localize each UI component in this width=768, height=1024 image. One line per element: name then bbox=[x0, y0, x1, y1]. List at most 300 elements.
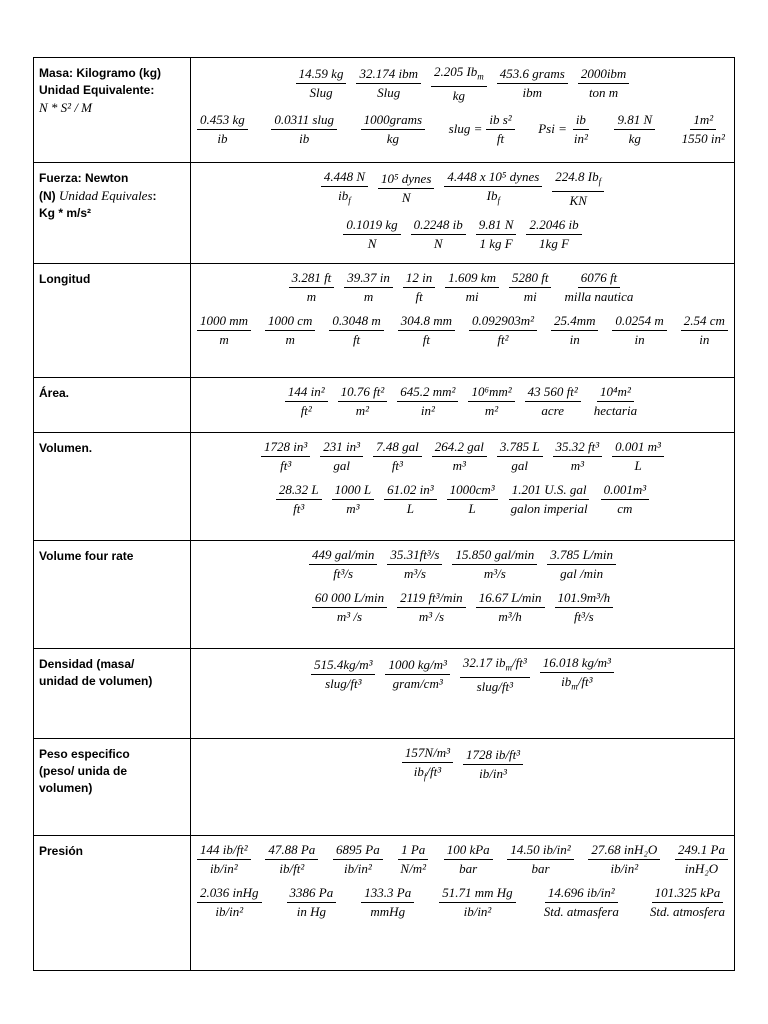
fraction-numerator: 0.092903m² bbox=[469, 313, 537, 331]
fraction-numerator: 0.001m³ bbox=[601, 482, 650, 500]
conversion-fraction bbox=[541, 885, 622, 920]
fraction-denominator: ib/in² bbox=[209, 861, 238, 876]
fraction-denominator: m³/s bbox=[483, 566, 506, 581]
row-label-line: Volume four rate bbox=[39, 549, 134, 563]
table-row-flow bbox=[34, 541, 735, 649]
conversion-fraction bbox=[540, 655, 614, 695]
fraction-denominator: gal bbox=[511, 458, 528, 473]
row-label-volumen bbox=[34, 433, 191, 541]
fraction-numerator: 224.8 $Ib_f$ bbox=[552, 169, 604, 192]
row-label-longitud bbox=[34, 264, 191, 378]
equation-lhs: slug = bbox=[448, 121, 483, 137]
fraction-numerator: 1 Pa bbox=[398, 842, 428, 860]
fraction-denominator: ft² bbox=[497, 332, 509, 347]
fraction-numerator: 14.59 kg bbox=[296, 66, 347, 84]
conversion-line bbox=[193, 745, 732, 785]
conversion-fraction bbox=[679, 112, 728, 147]
fraction-denominator: L bbox=[406, 501, 414, 516]
fraction-numerator: 0.3048 m bbox=[329, 313, 383, 331]
fraction-denominator: $ib_f$ bbox=[338, 188, 351, 206]
row-label-line: (peso/ unida de bbox=[39, 764, 128, 778]
table-row-presion bbox=[34, 836, 735, 971]
conversion-fraction bbox=[397, 384, 458, 419]
table-row-area bbox=[34, 378, 735, 433]
equation-lhs: Psi = bbox=[538, 121, 567, 137]
fraction-numerator: 9.81 N bbox=[476, 217, 517, 235]
fraction-denominator: kg bbox=[386, 130, 399, 146]
fraction-numerator: 5280 ft bbox=[509, 270, 551, 288]
table-row-peso bbox=[34, 739, 735, 836]
conversion-fraction bbox=[287, 885, 337, 920]
conversion-fraction bbox=[571, 112, 591, 147]
fraction-numerator: 0.001 m³ bbox=[612, 439, 664, 457]
fraction-denominator: m² bbox=[484, 403, 499, 418]
conversion-fraction bbox=[361, 112, 426, 147]
conversion-fraction bbox=[289, 270, 335, 305]
row-label-line: Masa: Kilogramo (kg) bbox=[39, 66, 162, 80]
conversion-fraction bbox=[675, 842, 728, 877]
fraction-denominator: ib/in² bbox=[215, 904, 244, 919]
fraction-numerator: 645.2 mm² bbox=[397, 384, 458, 402]
row-label-line: Peso especifico bbox=[39, 747, 130, 761]
fraction-denominator: mi bbox=[465, 289, 479, 304]
row-conversions-peso bbox=[191, 739, 735, 836]
fraction-denominator: $Ib_f$ bbox=[486, 188, 501, 206]
fraction-denominator: N bbox=[401, 190, 411, 206]
fraction-numerator: 16.018 kg/m³ bbox=[540, 655, 614, 673]
conversion-fraction bbox=[197, 112, 248, 147]
fraction-numerator: 453.6 grams bbox=[497, 66, 568, 84]
fraction-denominator: m³ bbox=[570, 458, 584, 473]
fraction-numerator: 10⁶mm² bbox=[468, 384, 514, 402]
fraction-numerator: 1000grams bbox=[361, 112, 426, 130]
conversion-line bbox=[193, 169, 732, 209]
conversion-fraction bbox=[507, 842, 573, 877]
conversion-equation bbox=[449, 112, 515, 147]
conversion-fraction bbox=[476, 590, 545, 625]
fraction-denominator: inH₂O bbox=[684, 861, 719, 876]
conversion-line bbox=[193, 842, 732, 877]
fraction-denominator: m³/h bbox=[498, 609, 522, 624]
conversion-fraction bbox=[452, 547, 537, 582]
fraction-denominator: $ib_f$/ft³ bbox=[413, 764, 442, 782]
table-row-masa bbox=[34, 58, 735, 163]
fraction-denominator: ft bbox=[496, 130, 505, 146]
conversion-fraction bbox=[312, 590, 387, 625]
row-label-presion bbox=[34, 836, 191, 971]
fraction-denominator: m bbox=[219, 332, 229, 347]
conversion-fraction bbox=[411, 217, 466, 252]
conversion-fraction bbox=[447, 482, 498, 517]
fraction-denominator: mi bbox=[523, 289, 537, 304]
conversion-fraction bbox=[612, 439, 664, 474]
fraction-numerator: 10⁵ dynes bbox=[378, 171, 434, 189]
fraction-denominator: N bbox=[367, 235, 377, 251]
fraction-numerator: 3.281 ft bbox=[289, 270, 335, 288]
fraction-numerator: 144 in² bbox=[285, 384, 328, 402]
fraction-denominator: ft bbox=[352, 332, 361, 347]
fraction-numerator: 35.31ft³/s bbox=[387, 547, 442, 565]
fraction-denominator: N bbox=[433, 235, 443, 251]
fraction-denominator: ft² bbox=[300, 403, 312, 418]
fraction-denominator: bar bbox=[459, 861, 478, 876]
row-label-fuerza bbox=[34, 163, 191, 264]
row-label-part: : bbox=[152, 189, 157, 203]
fraction-numerator: 100 kPa bbox=[444, 842, 493, 860]
row-conversions-masa bbox=[191, 58, 735, 163]
fraction-numerator: 101.325 kPa bbox=[652, 885, 724, 903]
fraction-denominator: gram/cm³ bbox=[392, 676, 443, 692]
fraction-numerator: 28.32 L bbox=[276, 482, 322, 500]
fraction-numerator: 0.453 kg bbox=[197, 112, 248, 130]
table-row-longitud bbox=[34, 264, 735, 378]
fraction-denominator: L bbox=[634, 458, 642, 473]
conversion-fraction bbox=[378, 171, 434, 206]
fraction-numerator: 2119 ft³/min bbox=[397, 590, 466, 608]
conversion-fraction bbox=[463, 747, 523, 782]
row-label-line: Kg * m/s² bbox=[39, 206, 92, 220]
fraction-denominator: ft bbox=[415, 289, 423, 304]
fraction-numerator: 4.448 N bbox=[321, 169, 368, 187]
conversion-fraction bbox=[397, 590, 466, 625]
fraction-numerator: 0.1019 kg bbox=[343, 217, 400, 235]
fraction-numerator: 3.785 L/min bbox=[547, 547, 616, 565]
fraction-denominator: slug/ft³ bbox=[476, 678, 514, 694]
conversion-line bbox=[193, 313, 732, 348]
fraction-numerator: 10.76 ft² bbox=[338, 384, 388, 402]
conversion-fraction bbox=[361, 885, 414, 920]
conversion-fraction bbox=[525, 384, 581, 419]
table-row-densidad bbox=[34, 649, 735, 739]
fraction-numerator: 1728 in³ bbox=[261, 439, 310, 457]
conversion-fraction bbox=[285, 384, 328, 419]
conversion-equation bbox=[538, 112, 591, 147]
conversion-fraction bbox=[612, 313, 666, 348]
conversion-line bbox=[193, 547, 732, 582]
fraction-denominator: ft³ bbox=[391, 458, 403, 473]
conversion-line bbox=[193, 384, 732, 419]
conversion-fraction bbox=[486, 112, 514, 147]
conversion-fraction bbox=[397, 842, 429, 877]
fraction-denominator: ib/in³ bbox=[479, 766, 507, 782]
fraction-denominator: slug/ft³ bbox=[325, 676, 362, 692]
fraction-denominator: m bbox=[363, 289, 374, 304]
conversion-fraction bbox=[561, 270, 636, 305]
conversion-fraction bbox=[338, 384, 388, 419]
fraction-denominator: acre bbox=[541, 403, 565, 418]
fraction-denominator: m bbox=[285, 332, 295, 347]
row-label-line bbox=[39, 187, 186, 205]
conversion-fraction bbox=[311, 657, 375, 692]
fraction-denominator: 1kg F bbox=[539, 235, 570, 251]
fraction-denominator: ft³ bbox=[293, 501, 305, 516]
fraction-denominator: m³ /s bbox=[418, 609, 445, 624]
row-label-formula: N * S² / M bbox=[39, 100, 93, 115]
fraction-denominator: 1 kg F bbox=[479, 235, 513, 251]
row-conversions-densidad bbox=[191, 649, 735, 739]
row-conversions-area bbox=[191, 378, 735, 433]
fraction-numerator: 3386 Pa bbox=[287, 885, 337, 903]
fraction-denominator: in² bbox=[420, 403, 435, 418]
conversion-fraction bbox=[343, 217, 400, 252]
fraction-denominator: Slug bbox=[309, 85, 333, 101]
conversion-fraction bbox=[553, 439, 603, 474]
conversion-line bbox=[193, 482, 732, 517]
conversion-line bbox=[193, 64, 732, 104]
conversion-fraction bbox=[588, 842, 660, 877]
fraction-numerator: 144 ib/ft² bbox=[197, 842, 251, 860]
fraction-denominator: ib/in² bbox=[610, 861, 639, 876]
conversion-fraction bbox=[398, 313, 455, 348]
conversion-line bbox=[193, 439, 732, 474]
row-conversions-longitud bbox=[191, 264, 735, 378]
fraction-denominator: m bbox=[306, 289, 317, 304]
fraction-numerator: 4.448 x 10⁵ dynes bbox=[444, 169, 542, 187]
fraction-denominator: milla nautica bbox=[564, 289, 634, 304]
fraction-numerator: 1000 kg/m³ bbox=[385, 657, 449, 675]
fraction-numerator: 7.48 gal bbox=[373, 439, 422, 457]
fraction-denominator: m³ bbox=[346, 501, 360, 516]
fraction-numerator: 16.67 L/min bbox=[476, 590, 545, 608]
fraction-denominator: N/m² bbox=[400, 861, 426, 876]
fraction-numerator: 231 in³ bbox=[320, 439, 363, 457]
conversion-fraction bbox=[265, 313, 315, 348]
conversion-fraction bbox=[271, 112, 337, 147]
conversion-fraction bbox=[508, 482, 591, 517]
fraction-numerator: 1000cm³ bbox=[447, 482, 498, 500]
conversion-fraction bbox=[332, 482, 374, 517]
conversion-fraction bbox=[497, 66, 568, 101]
fraction-numerator: 32.174 ibm bbox=[356, 66, 421, 84]
conversion-fraction bbox=[460, 655, 530, 695]
conversion-fraction bbox=[265, 842, 318, 877]
fraction-numerator: 12 in bbox=[403, 270, 435, 288]
conversion-fraction bbox=[197, 885, 262, 920]
fraction-numerator: 304.8 mm bbox=[398, 313, 455, 331]
row-label-line: Longitud bbox=[39, 272, 91, 286]
fraction-denominator: ib/in² bbox=[343, 861, 372, 876]
row-conversions-fuerza bbox=[191, 163, 735, 264]
conversion-fraction bbox=[197, 313, 251, 348]
conversion-fraction bbox=[601, 482, 650, 517]
fraction-numerator: 61.02 in³ bbox=[384, 482, 437, 500]
conversion-fraction bbox=[432, 439, 487, 474]
fraction-numerator: 14.696 ib/in² bbox=[545, 885, 618, 903]
fraction-numerator: 515.4kg/m³ bbox=[311, 657, 375, 675]
conversion-fraction bbox=[387, 547, 442, 582]
row-label-flow bbox=[34, 541, 191, 649]
fraction-denominator: in² bbox=[573, 130, 588, 146]
fraction-numerator: 9.81 N bbox=[614, 112, 655, 130]
conversion-fraction bbox=[552, 169, 604, 209]
conversion-fraction bbox=[547, 547, 616, 582]
fraction-denominator: L bbox=[468, 501, 476, 516]
row-label-line: unidad de volumen) bbox=[39, 674, 153, 688]
conversion-fraction bbox=[468, 384, 514, 419]
fraction-numerator: 2.036 inHg bbox=[197, 885, 262, 903]
row-label-part: (N) bbox=[39, 189, 59, 203]
fraction-numerator: 10⁴m² bbox=[597, 384, 634, 402]
conversion-fraction bbox=[681, 313, 728, 348]
conversion-fraction bbox=[555, 590, 614, 625]
table-row-fuerza bbox=[34, 163, 735, 264]
fraction-denominator: gal /min bbox=[560, 566, 604, 581]
conversion-line bbox=[193, 270, 732, 305]
fraction-denominator: mmHg bbox=[370, 904, 406, 919]
fraction-denominator: ft³ bbox=[280, 458, 292, 473]
fraction-denominator: galon imperial bbox=[510, 501, 588, 516]
fraction-denominator: in bbox=[569, 332, 580, 347]
fraction-denominator: ton m bbox=[588, 85, 619, 101]
fraction-numerator: 101.9m³/h bbox=[555, 590, 614, 608]
fraction-numerator: 1m² bbox=[690, 112, 716, 130]
conversion-fraction bbox=[439, 885, 515, 920]
row-label-line: Unidad Equivalente: bbox=[39, 83, 155, 97]
fraction-numerator: ib bbox=[573, 112, 589, 130]
conversion-fraction bbox=[509, 270, 551, 305]
conversion-fraction bbox=[385, 657, 449, 692]
fraction-numerator: 3.785 L bbox=[497, 439, 543, 457]
conversion-fraction bbox=[469, 313, 537, 348]
fraction-denominator: m³ bbox=[452, 458, 466, 473]
fraction-denominator: gal bbox=[333, 458, 350, 473]
conversion-fraction bbox=[591, 384, 640, 419]
fraction-numerator: 39.37 in bbox=[344, 270, 393, 288]
fraction-denominator: in bbox=[699, 332, 710, 347]
fraction-numerator: 449 gal/min bbox=[309, 547, 377, 565]
conversion-fraction bbox=[344, 270, 393, 305]
fraction-numerator: 6895 Pa bbox=[333, 842, 383, 860]
conversion-line bbox=[193, 217, 732, 252]
fraction-denominator: m³/s bbox=[403, 566, 426, 581]
conversion-fraction bbox=[431, 64, 487, 104]
fraction-numerator: 1.201 U.S. gal bbox=[509, 482, 590, 500]
conversion-fraction bbox=[333, 842, 383, 877]
conversion-fraction bbox=[476, 217, 517, 252]
fraction-numerator: 2.205 $Ib_m$ bbox=[431, 64, 487, 87]
conversion-fraction bbox=[444, 169, 542, 209]
fraction-numerator: 133.3 Pa bbox=[361, 885, 414, 903]
conversion-line bbox=[193, 885, 732, 920]
fraction-denominator: ib/ft² bbox=[279, 861, 305, 876]
fraction-numerator: 0.2248 ib bbox=[411, 217, 466, 235]
conversion-fraction bbox=[197, 842, 251, 877]
fraction-denominator: m² bbox=[355, 403, 370, 418]
fraction-numerator: 27.68 inH₂O bbox=[588, 842, 660, 860]
fraction-numerator: 14.50 ib/in² bbox=[507, 842, 573, 860]
fraction-numerator: 1.609 km bbox=[445, 270, 499, 288]
conversion-fraction bbox=[614, 112, 655, 147]
row-label-peso bbox=[34, 739, 191, 836]
fraction-numerator: 1000 L bbox=[332, 482, 374, 500]
fraction-numerator: 2.2046 ib bbox=[526, 217, 581, 235]
fraction-denominator: Slug bbox=[377, 85, 401, 101]
row-label-line: Densidad (masa/ bbox=[39, 657, 135, 671]
conversion-fraction bbox=[402, 745, 453, 785]
fraction-denominator: ib bbox=[299, 130, 310, 146]
conversion-fraction bbox=[320, 439, 363, 474]
fraction-numerator: 32.17 $ib_m$/ft³ bbox=[460, 655, 530, 678]
row-conversions-flow bbox=[191, 541, 735, 649]
conversion-line bbox=[193, 112, 732, 147]
fraction-denominator: Std. atmosfera bbox=[649, 904, 725, 919]
fraction-numerator: 25.4mm bbox=[551, 313, 599, 331]
row-label-line: Presión bbox=[39, 844, 84, 858]
conversion-fraction bbox=[497, 439, 543, 474]
fraction-numerator: 47.88 Pa bbox=[265, 842, 318, 860]
table-row-volumen bbox=[34, 433, 735, 541]
conversion-fraction bbox=[329, 313, 383, 348]
fraction-denominator: in bbox=[634, 332, 645, 347]
fraction-numerator: 0.0254 m bbox=[612, 313, 666, 331]
row-label-line: Fuerza: Newton bbox=[39, 171, 129, 185]
fraction-numerator: ib s² bbox=[486, 112, 514, 130]
fraction-denominator: ibm bbox=[522, 85, 543, 101]
fraction-numerator: 264.2 gal bbox=[432, 439, 487, 457]
fraction-denominator: ft³/s bbox=[573, 609, 594, 624]
fraction-denominator: kg bbox=[452, 87, 466, 103]
conversion-fraction bbox=[261, 439, 310, 474]
fraction-numerator: 249.1 Pa bbox=[675, 842, 728, 860]
conversion-line bbox=[193, 590, 732, 625]
fraction-numerator: 15.850 gal/min bbox=[452, 547, 537, 565]
conversion-line bbox=[193, 655, 732, 695]
fraction-numerator: 51.71 mm Hg bbox=[439, 885, 515, 903]
fraction-denominator: 1550 in² bbox=[681, 130, 725, 146]
conversion-fraction bbox=[647, 885, 728, 920]
conversion-fraction bbox=[444, 842, 493, 877]
row-label-part: Unidad Equivales bbox=[59, 188, 153, 203]
fraction-numerator: 0.0311 slug bbox=[271, 112, 337, 130]
row-label-masa bbox=[34, 58, 191, 163]
conversion-fraction bbox=[356, 66, 421, 101]
fraction-numerator: 1728 ib/ft³ bbox=[463, 747, 523, 765]
fraction-denominator: ib/in² bbox=[463, 904, 492, 919]
row-label-densidad bbox=[34, 649, 191, 739]
fraction-numerator: 60 000 L/min bbox=[312, 590, 387, 608]
fraction-denominator: $ib_m$/ft³ bbox=[561, 674, 593, 692]
conversion-fraction bbox=[373, 439, 422, 474]
fraction-numerator: 1000 cm bbox=[265, 313, 315, 331]
fraction-numerator: 2000ibm bbox=[578, 66, 630, 84]
conversion-fraction bbox=[276, 482, 322, 517]
fraction-denominator: in Hg bbox=[296, 904, 326, 919]
row-label-area bbox=[34, 378, 191, 433]
row-label-line: Volumen. bbox=[39, 441, 93, 455]
fraction-denominator: ft bbox=[422, 332, 430, 347]
fraction-denominator: ft³/s bbox=[333, 566, 354, 581]
conversion-fraction bbox=[578, 66, 630, 101]
fraction-denominator: cm bbox=[617, 501, 633, 516]
conversion-fraction bbox=[551, 313, 599, 348]
fraction-denominator: m³ /s bbox=[336, 609, 363, 624]
conversion-fraction bbox=[445, 270, 499, 305]
fraction-denominator: Std. atmasfera bbox=[543, 904, 619, 919]
conversion-fraction bbox=[309, 547, 377, 582]
conversion-table bbox=[33, 57, 735, 971]
fraction-denominator: bar bbox=[531, 861, 550, 876]
row-conversions-presion bbox=[191, 836, 735, 971]
fraction-numerator: 6076 ft bbox=[578, 270, 620, 288]
fraction-denominator: KN bbox=[569, 192, 587, 208]
fraction-denominator: ib bbox=[217, 130, 228, 146]
fraction-numerator: 43 560 ft² bbox=[525, 384, 581, 402]
row-label-line: volumen) bbox=[39, 781, 93, 795]
fraction-numerator: 1000 mm bbox=[197, 313, 251, 331]
conversion-fraction bbox=[296, 66, 347, 101]
row-conversions-volumen bbox=[191, 433, 735, 541]
fraction-denominator: kg bbox=[628, 130, 641, 146]
